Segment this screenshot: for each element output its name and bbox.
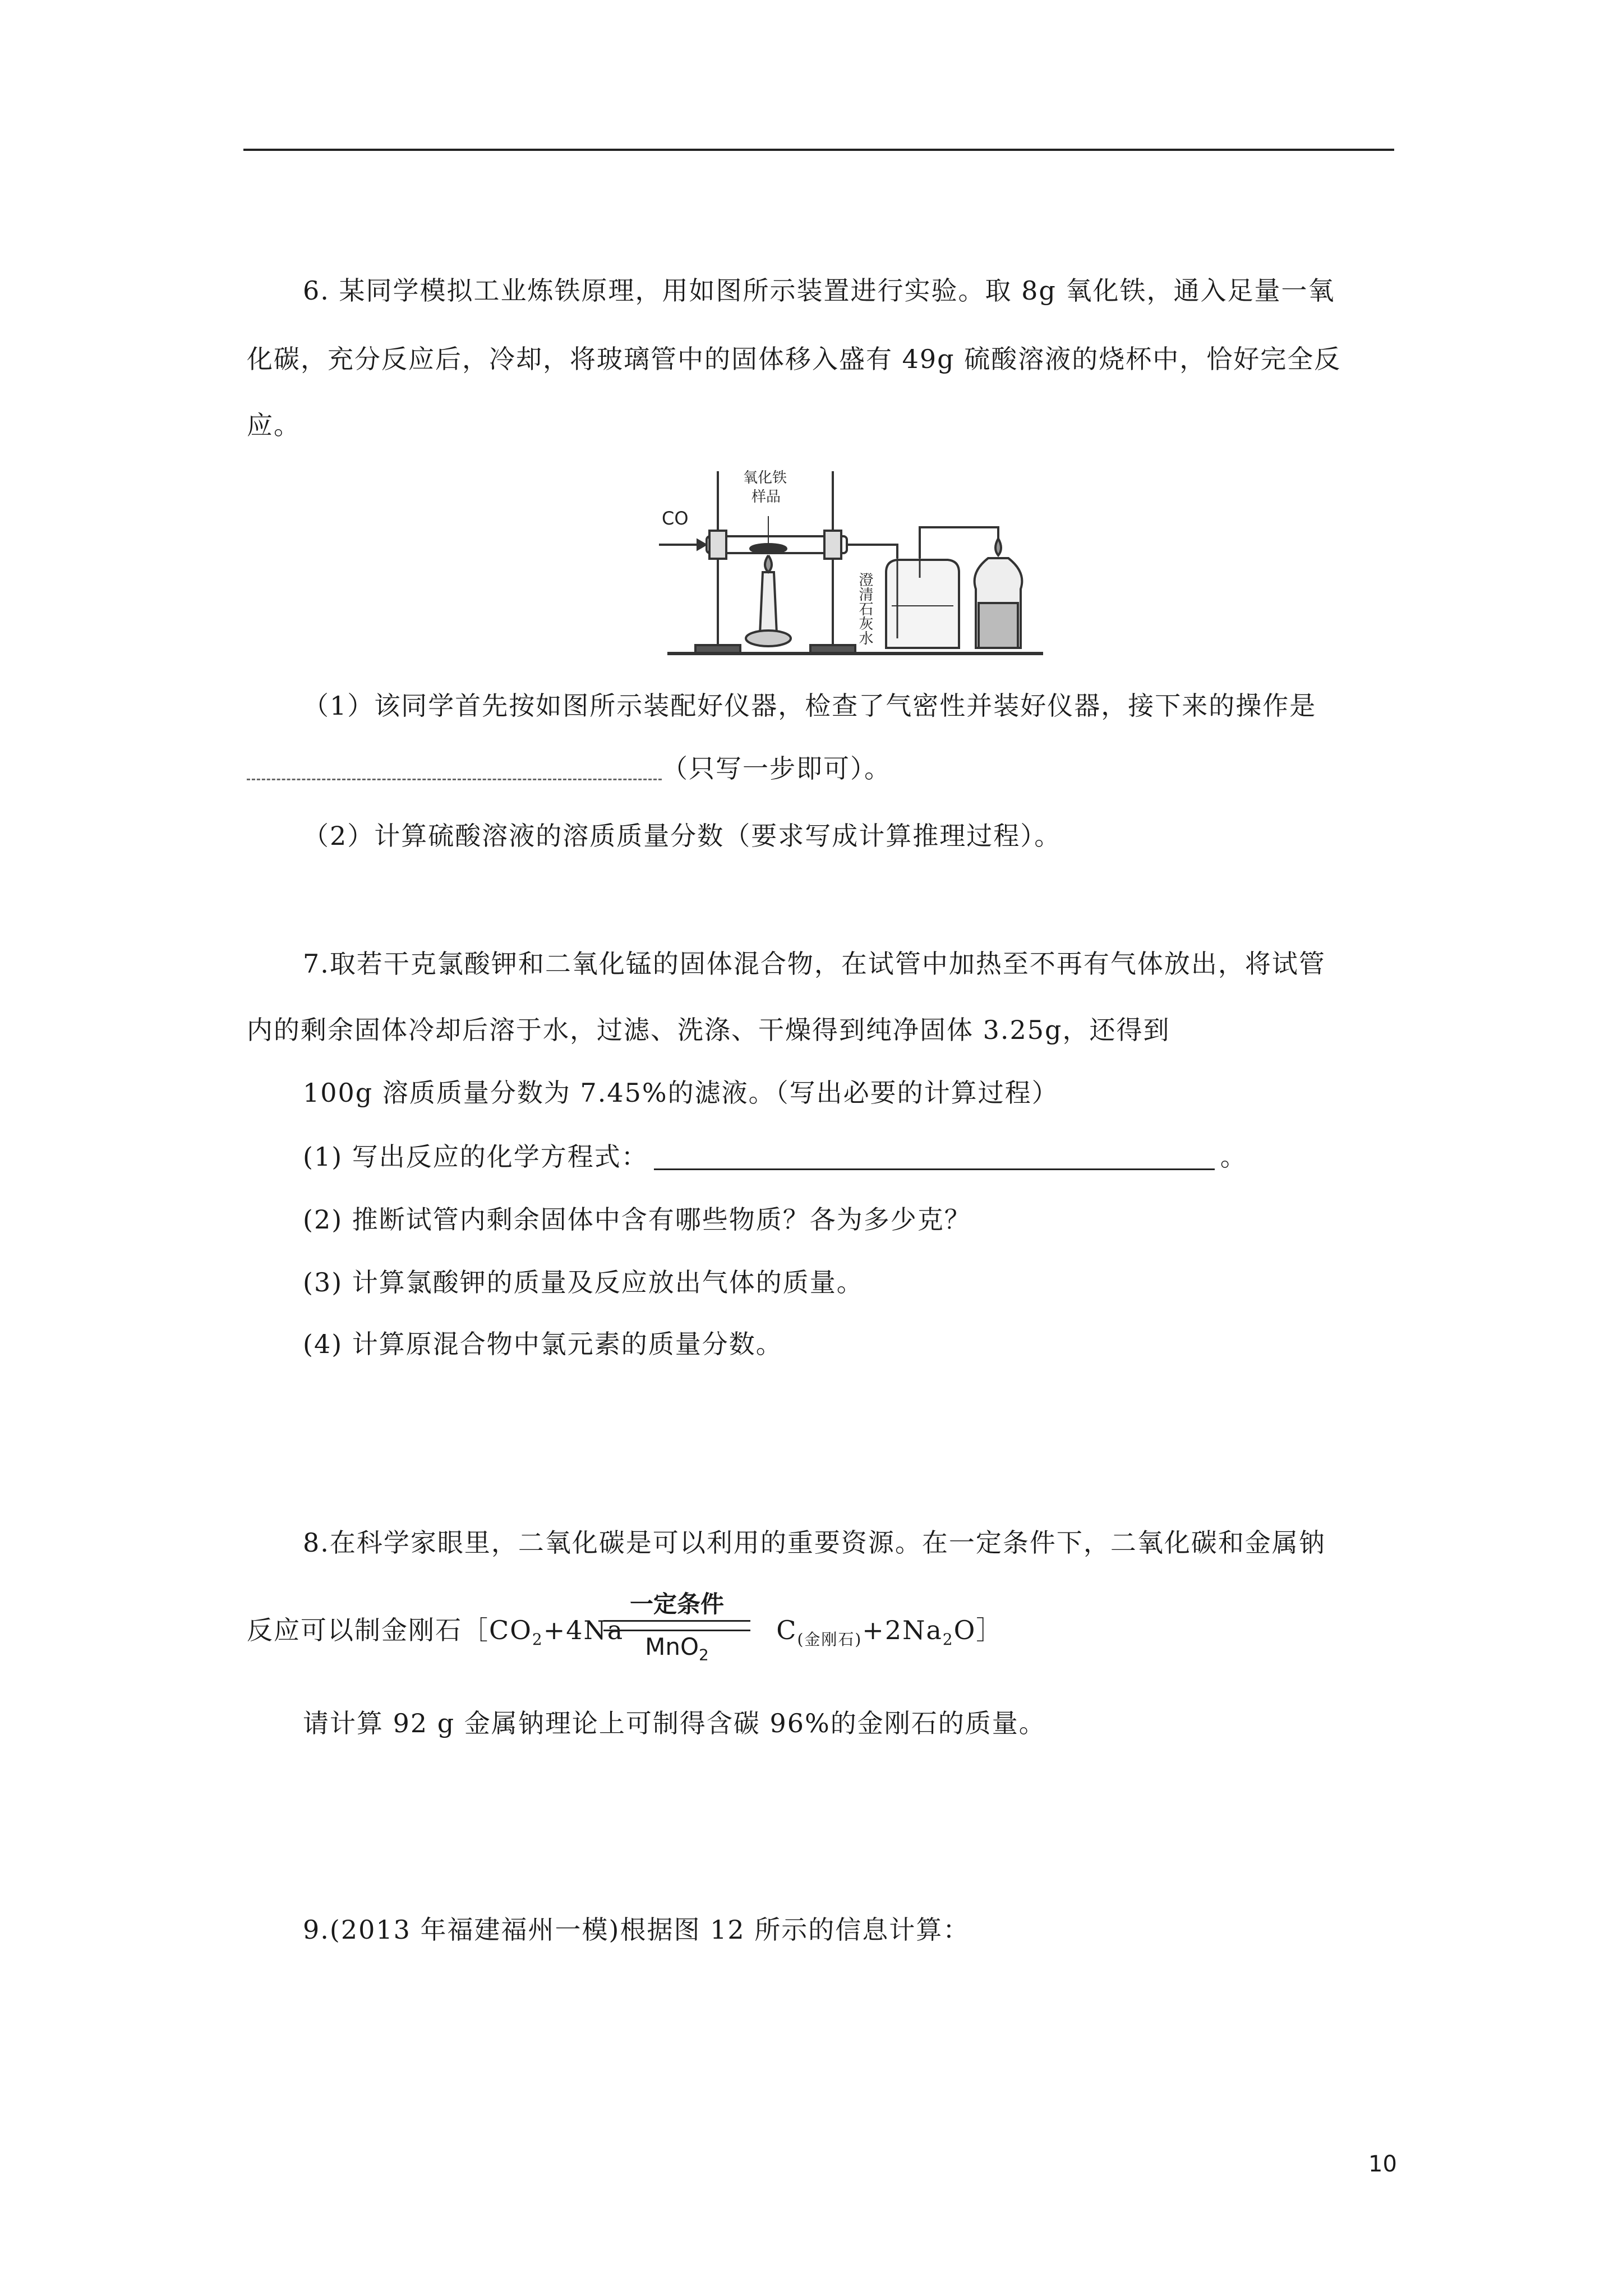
q8-line2-prefix: 反应可以制金刚石［CO: [247, 1615, 532, 1645]
equals-sign: [603, 1620, 750, 1631]
q6-sub1-suffix: （只写一步即可）。: [662, 753, 891, 784]
q7-sub2: (2) 推断试管内剩余固体中含有哪些物质？各为多少克？: [303, 1204, 971, 1235]
limewater-label: 澄清石灰水: [856, 572, 873, 645]
apparatus-figure: [656, 460, 1049, 662]
product-carbon: C: [776, 1615, 797, 1645]
q7-sub1-prefix: (1) 写出反应的化学方程式：: [303, 1142, 648, 1172]
q6-sub1-line1: （1）该同学首先按如图所示装配好仪器，检查了气密性并装好仪器，接下来的操作是: [303, 691, 1317, 721]
q6-sub2: （2）计算硫酸溶液的溶质质量分数（要求写成计算推理过程）。: [303, 821, 1062, 851]
na2o-subscript: 2: [942, 1630, 954, 1649]
answer-blank-dashed[interactable]: [247, 762, 662, 780]
q6-line1: 6. 某同学模拟工业炼铁原理，用如图所示装置进行实验。取 8g 氧化铁，通入足量一氧: [303, 275, 1335, 306]
product-end: O］: [953, 1615, 1003, 1645]
q7-line2: 内的剩余固体冷却后溶于水，过滤、洗涤、干燥得到纯净固体 3.25g，还得到: [247, 1015, 1170, 1045]
q7-sub3: (3) 计算氯酸钾的质量及反应放出气体的质量。: [303, 1267, 864, 1297]
q7-sub1: [303, 1140, 1247, 1174]
q8-line1: 8.在科学家眼里，二氧化碳是可以利用的重要资源。在一定条件下，二氧化碳和金属钠: [303, 1527, 1326, 1558]
q7-sub4: (4) 计算原混合物中氯元素的质量分数。: [303, 1329, 783, 1359]
page-number: 10: [1368, 2151, 1397, 2177]
co2-subscript: 2: [532, 1630, 543, 1649]
sample-label-2: 样品: [751, 489, 781, 505]
q7-line1: 7.取若干克氯酸钾和二氧化锰的固体混合物，在试管中加热至不再有气体放出，将试管: [303, 949, 1326, 979]
header-rule: [243, 149, 1394, 151]
q7-sub1-suffix: 。: [1220, 1142, 1247, 1172]
q6-sub1-line2: [247, 752, 891, 785]
co-label: CO: [662, 508, 689, 529]
apparatus-diagram: [656, 460, 1049, 662]
q6-line2: 化碳，充分反应后，冷却，将玻璃管中的固体移入盛有 49g 硫酸溶液的烧杯中，恰好完全反: [247, 344, 1341, 374]
plus-na: +4Na: [543, 1615, 624, 1645]
condition-bottom: MnO$_2$: [645, 1633, 709, 1664]
q7-line3: 100g 溶质质量分数为 7.45%的滤液。（写出必要的计算过程）: [303, 1078, 1059, 1108]
reaction-condition: [603, 1589, 750, 1663]
q8-line3: 请计算 92 g 金属钠理论上可制得含碳 96%的金刚石的质量。: [303, 1708, 1046, 1738]
answer-blank-solid[interactable]: [654, 1148, 1215, 1170]
q6-line3: 应。: [247, 410, 301, 440]
condition-top: 一定条件: [629, 1590, 724, 1618]
product-rest: +2Na: [862, 1615, 943, 1645]
diamond-note: (金刚石): [797, 1630, 863, 1649]
sample-label-1: 氧化铁: [743, 470, 787, 486]
q9-line1: 9.(2013 年福建福州一模)根据图 12 所示的信息计算：: [303, 1915, 970, 1945]
